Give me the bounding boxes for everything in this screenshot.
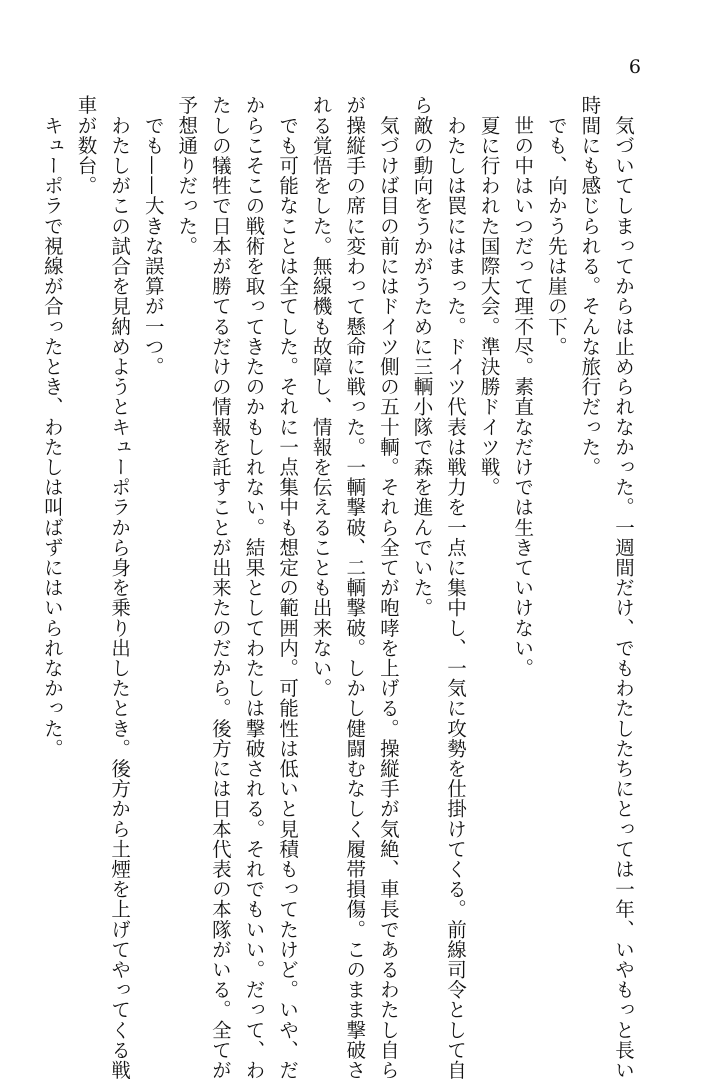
text-line: わたしがこの試合を見納めようとキューポラから身を乗り出したとき。後方から土煙を上げてやってくる戦: [108, 95, 132, 1080]
text-line: キューポラで視線が合ったとき、わたしは叫ばずにはいられなかった。: [40, 95, 64, 759]
text-line: ら敵の動向をうかがうために三輌小隊で森を進んでいた。: [410, 95, 434, 618]
text-line: でも、向かう先は崖の下。: [544, 95, 568, 357]
text-line: でも可能なことは全てした。それに一点集中も想定の範囲内。可能性は低いと見積もってたけど。いや、だ: [276, 95, 300, 1080]
page-number: 6: [628, 56, 641, 78]
text-line: たしの犠牲で日本が勝てるだけの情報を託すことが出来たのだから。後方には日本代表の本隊がいる。全てが: [208, 95, 232, 1080]
text-line: 車が数台。: [74, 95, 98, 196]
text-line: 予想通りだった。: [175, 95, 199, 256]
text-line: が操縦手の席に変わって懸命に戦った。一輌撃破、二輌撃破。しかし健闘むなしく履帯損傷。このまま撃破さ: [343, 95, 367, 1080]
text-line: 気づけば目の前にはドイツ側の五十輌。それら全てが咆哮を上げる。操縦手が気絶、車長であるわたし自ら: [376, 95, 400, 1080]
text-line: 夏に行われた国際大会。準決勝ドイツ戦。: [477, 95, 501, 497]
text-line: からこそこの戦術を取ってきたのかもしれない。結果としてわたしは撃破される。それでもいい。だって、わ: [242, 95, 266, 1080]
text-line: でも——大きな誤算が一つ。: [141, 95, 165, 377]
text-line: 気づいてしまってからは止められなかった。一週間だけ、でもわたしたちにとっては一年、いやもっと長い: [612, 95, 635, 1080]
vertical-text-body: [40, 95, 640, 1080]
text-line: わたしは罠にはまった。ドイツ代表は戦力を一点に集中し、一気に攻勢を仕掛けてくる。前線司令として自: [444, 95, 468, 1080]
text-line: 時間にも感じられる。そんな旅行だった。: [578, 95, 602, 477]
text-line: れる覚悟をした。無線機も故障し、情報を伝えることも出来ない。: [309, 95, 333, 698]
text-line: 世の中はいつだって理不尽。素直なだけでは生きていけない。: [511, 95, 535, 678]
